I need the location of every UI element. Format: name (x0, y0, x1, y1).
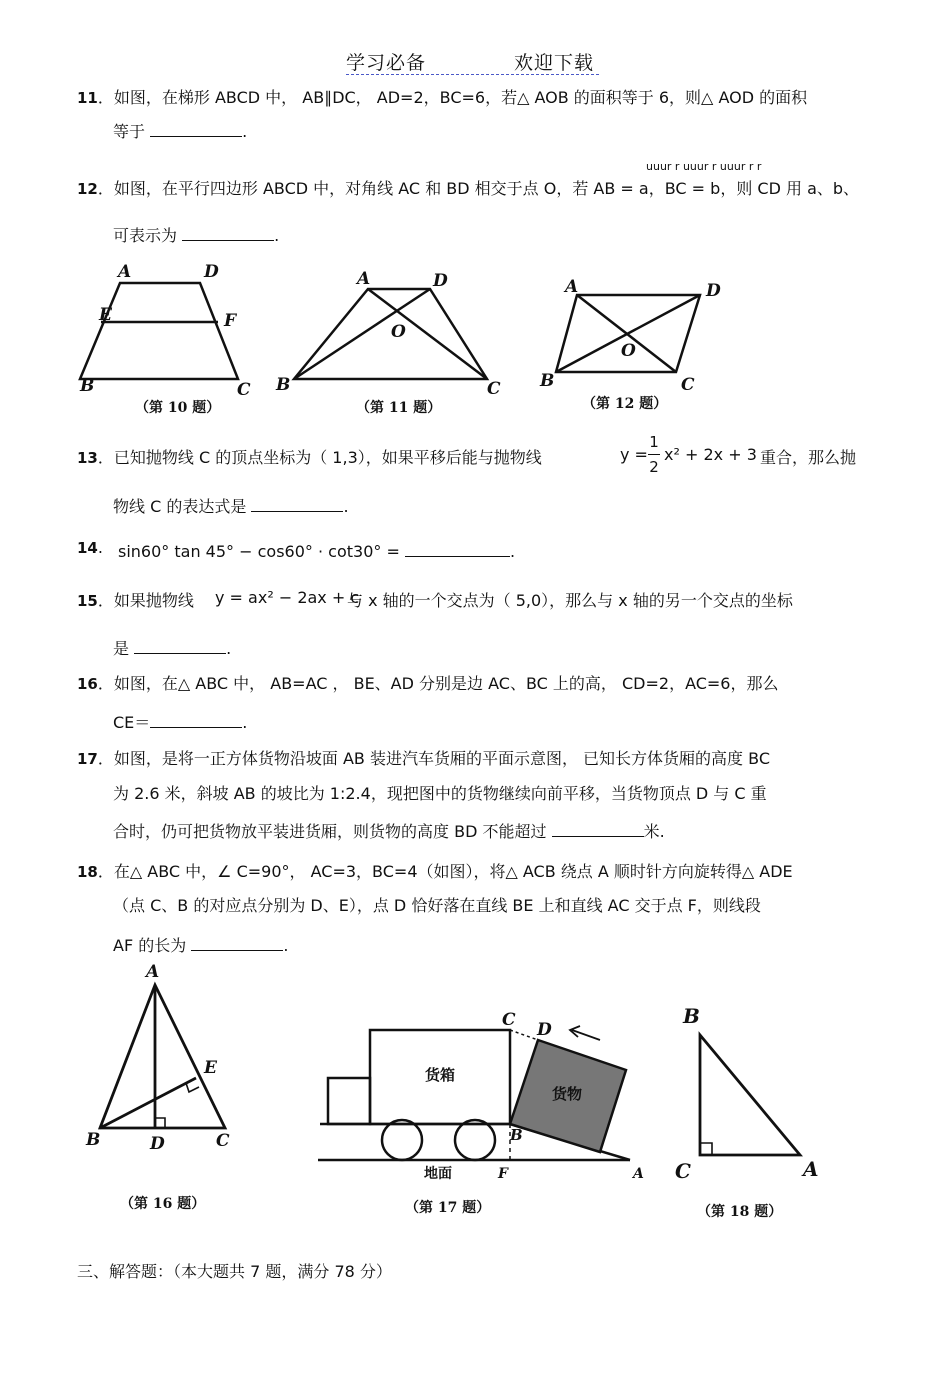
fig17-label-c: C (502, 1010, 516, 1030)
dashed-cd (510, 1030, 538, 1040)
question-number: 18 (77, 863, 98, 881)
question-text: 等于 (113, 122, 146, 141)
fig10-label-b: B (80, 376, 95, 396)
punct: . (509, 542, 516, 561)
question-text: 物线 C 的表达式是 (113, 497, 247, 516)
question-13-line2 (113, 494, 349, 517)
fig17-caption: （第 17 题） (405, 1200, 491, 1216)
punct: . (343, 497, 349, 516)
fig17-ground-label: 地面 (424, 1166, 452, 1182)
diagonal-bd (294, 289, 430, 379)
vector-arrow-marks: uuur r uuur r uuur r r (646, 160, 762, 173)
punct: . (226, 639, 232, 658)
wheel-front (382, 1120, 422, 1160)
question-14: 14. (77, 538, 103, 557)
question-text: 是 (113, 639, 130, 658)
q15-eq: y = ax² − 2ax + c (215, 588, 360, 607)
punct: . (242, 122, 248, 141)
question-text: ．如图，在平行四边形 ABCD 中，对角线 AC 和 BD 相交于点 O，若 AB = a，BC = b，则 CD 用 a、b、 (97, 179, 860, 198)
fig10-label-d: D (204, 262, 219, 282)
question-15 (77, 588, 194, 611)
q13-frac-bar (648, 454, 660, 455)
fig11-label-b: B (276, 375, 291, 395)
fig11-label-o: O (391, 322, 406, 342)
fig10-label-e: E (99, 305, 112, 325)
fig17-box-label: 货箱 (425, 1066, 456, 1084)
right-angle-c (700, 1143, 712, 1155)
answer-blank[interactable] (405, 542, 510, 557)
answer-blank[interactable] (552, 822, 644, 837)
question-text: ．在△ ABC 中，∠ C=90°， AC=3，BC=4（如图），将△ ACB 绕点 A 顺时针方向旋转得△ ADE (97, 862, 793, 881)
fig12-label-c: C (681, 375, 695, 395)
figure-18 (700, 1035, 800, 1155)
fig18-label-c: C (675, 1159, 691, 1183)
question-14-expr (118, 542, 515, 561)
header-left: 学习必备 (346, 52, 427, 74)
fig12-label-a: A (565, 277, 579, 297)
punct: . (274, 226, 280, 245)
diagonal-ac (368, 289, 487, 379)
fig10-label-c: C (237, 380, 251, 400)
fig16-label-d: D (150, 1134, 165, 1154)
fig17-label-f: F (498, 1166, 508, 1182)
q13-frac-num: 1 (649, 433, 659, 451)
section-3-title: 三、解答题：（本大题共 7 题，满分 78 分） (77, 1262, 392, 1281)
fig17-label-b: B (510, 1126, 523, 1144)
question-number: 14 (77, 539, 98, 557)
answer-blank[interactable] (251, 497, 343, 512)
fig17-label-d: D (537, 1020, 552, 1040)
question-number: 17 (77, 750, 98, 768)
question-text: ．如图，在梯形 ABCD 中， AB∥DC， AD=2，BC=6，若△ AOB 的面积等于 6，则△ AOD 的面积 (97, 88, 808, 107)
fig17-cargo-label: 货物 (552, 1085, 583, 1103)
figure-17 (318, 1026, 630, 1160)
question-text: ．如果抛物线 (97, 591, 194, 610)
fig16-label-b: B (86, 1130, 101, 1150)
question-18-line2: （点 C、B 的对应点分别为 D、E），点 D 恰好落在直线 BE 上和直线 AC 交于点 F，则线段 (113, 896, 761, 915)
q13-line1b: 重合，那么抛 (760, 448, 857, 467)
fig18-label-a: A (803, 1157, 819, 1181)
question-number: 13 (77, 449, 98, 467)
fig12-label-o: O (621, 341, 636, 361)
question-16 (77, 671, 779, 694)
question-18 (77, 859, 793, 882)
question-text: sin60° tan 45° − cos60° · cot30° = (118, 542, 400, 561)
fig12-label-b: B (540, 371, 555, 391)
fig11-label-d: D (433, 271, 448, 291)
answer-blank[interactable] (150, 713, 242, 728)
altitude-be (100, 1078, 196, 1128)
question-17-line3 (113, 819, 665, 842)
question-18-line3 (113, 933, 288, 956)
header-right: 欢迎下载 (514, 52, 595, 74)
right-angle-d (155, 1118, 165, 1128)
fig12-caption: （第 12 题） (582, 396, 668, 412)
figure-10 (80, 283, 238, 379)
question-text: CE＝ (113, 713, 151, 732)
question-number: 16 (77, 675, 98, 693)
question-17 (77, 746, 770, 769)
question-text: 合时，仍可把货物放平装进货厢，则货物的高度 BD 不能超过 (113, 822, 547, 841)
fig18-caption: （第 18 题） (697, 1204, 783, 1220)
wheel-rear (455, 1120, 495, 1160)
question-15-line2 (113, 636, 231, 659)
fig16-label-e: E (204, 1058, 217, 1078)
fig17-label-a: A (633, 1166, 644, 1182)
fig11-label-c: C (487, 379, 501, 399)
question-number: 15 (77, 592, 98, 610)
q13-eq-rest: x² + 2x + 3 (664, 445, 757, 464)
punct: 米. (643, 822, 665, 841)
triangle-abc (100, 985, 225, 1128)
question-text: ．如图，在△ ABC 中， AB=AC ， BE、AD 分别是边 AC、BC 上的高， CD=2，AC=6，那么 (97, 674, 779, 693)
q15-line1b: 与 x 轴的一个交点为（ 5,0），那么与 x 轴的另一个交点的坐标 (347, 591, 793, 610)
question-text: AF 的长为 (113, 936, 187, 955)
right-angle-e (186, 1083, 199, 1092)
triangle-abc (700, 1035, 800, 1155)
question-text: ．已知抛物线 C 的顶点坐标为（ 1,3），如果平移后能与抛物线 (97, 448, 542, 467)
fig16-label-a: A (146, 962, 160, 982)
fig10-label-a: A (118, 262, 132, 282)
fig12-label-d: D (706, 281, 721, 301)
truck-cab (328, 1078, 370, 1124)
q13-frac-den: 2 (649, 458, 659, 476)
question-text: 可表示为 (113, 226, 178, 245)
fig11-label-a: A (357, 269, 371, 289)
question-16-line2 (113, 710, 247, 733)
question-text: ．如图，是将一正方体货物沿坡面 AB 装进汽车货厢的平面示意图， 已知长方体货厢的高度 BC (97, 749, 771, 768)
fig10-label-f: F (224, 311, 237, 331)
q13-eq-y: y = (620, 445, 648, 464)
question-17-line2: 为 2.6 米，斜坡 AB 的坡比为 1:2.4，现把图中的货物继续向前平移，当货物顶点 D 与 C 重 (113, 784, 767, 803)
answer-blank[interactable] (134, 639, 226, 654)
punct: . (242, 713, 248, 732)
question-number: 12 (77, 180, 98, 198)
punct: . (283, 936, 289, 955)
trapezoid-abcd (80, 283, 238, 379)
fig10-caption: （第 10 题） (135, 400, 221, 416)
question-13 (77, 445, 542, 468)
fig18-label-b: B (683, 1004, 700, 1028)
fig16-label-c: C (216, 1131, 230, 1151)
fig11-caption: （第 11 题） (356, 400, 442, 416)
answer-blank[interactable] (191, 936, 283, 951)
question-number: 11 (77, 89, 98, 107)
figure-16 (100, 985, 225, 1128)
fig16-caption: （第 16 题） (120, 1196, 206, 1212)
